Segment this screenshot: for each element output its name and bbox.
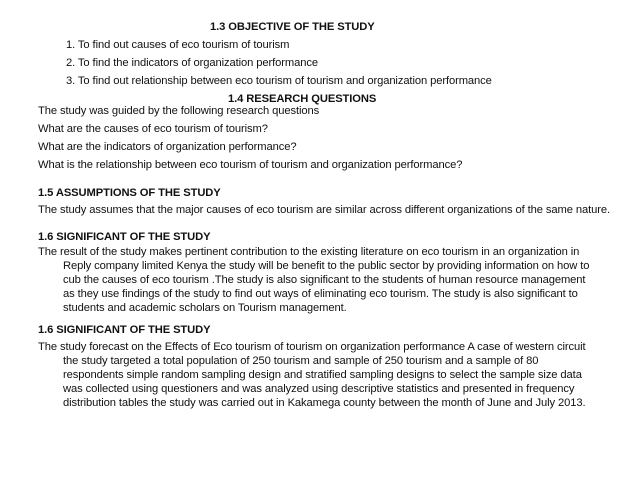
research-question-2: What are the indicators of organization performance? <box>38 141 297 153</box>
significance-2-heading: 1.6 SIGNIFICANT OF THE STUDY <box>38 324 211 336</box>
research-question-3: What is the relationship between eco tourism of tourism and organization performance? <box>38 159 463 171</box>
objective-item-3: 3. To find out relationship between eco tourism of tourism and organization performance <box>66 75 492 87</box>
significance-body: The result of the study makes pertinent contribution to the existing literature on eco tourism in an organization in Reply company limited Kenya the study will be benefit to the public sector by providing information on how to cub the causes of eco tourism .The study is also significant to the students of human resource management as they use findings of the study to find out ways of eliminating eco tourism. The study is also significant to students and academic scholars on Tourism management. <box>38 246 590 314</box>
assumptions-heading: 1.5 ASSUMPTIONS OF THE STUDY <box>38 187 221 199</box>
objective-item-2: 2. To find the indicators of organization performance <box>66 57 318 69</box>
research-questions-intro: The study was guided by the following research questions <box>38 105 320 117</box>
objective-item-1: 1. To find out causes of eco tourism of tourism <box>66 39 290 51</box>
significance-2-body: The study forecast on the Effects of Eco tourism of tourism on organization performance A case of western circuit the study targeted a total population of 250 tourism and sample of 250 tourism and a sample of 80 respondents simple random sampling design and stratified sampling designs to select the sample size data was collected using questioners and was analyzed using descriptive statistics and presented in frequency distribution tables the study was carried out in Kakamega county between the month of June and July 2013. <box>38 341 586 409</box>
significance-heading: 1.6 SIGNIFICANT OF THE STUDY <box>38 231 211 243</box>
assumptions-body: The study assumes that the major causes of eco tourism are similar across different organizations of the same nature. <box>38 204 610 216</box>
research-questions-heading: 1.4 RESEARCH QUESTIONS <box>228 93 377 105</box>
research-question-1: What are the causes of eco tourism of tourism? <box>38 123 268 135</box>
objective-heading: 1.3 OBJECTIVE OF THE STUDY <box>210 21 375 33</box>
